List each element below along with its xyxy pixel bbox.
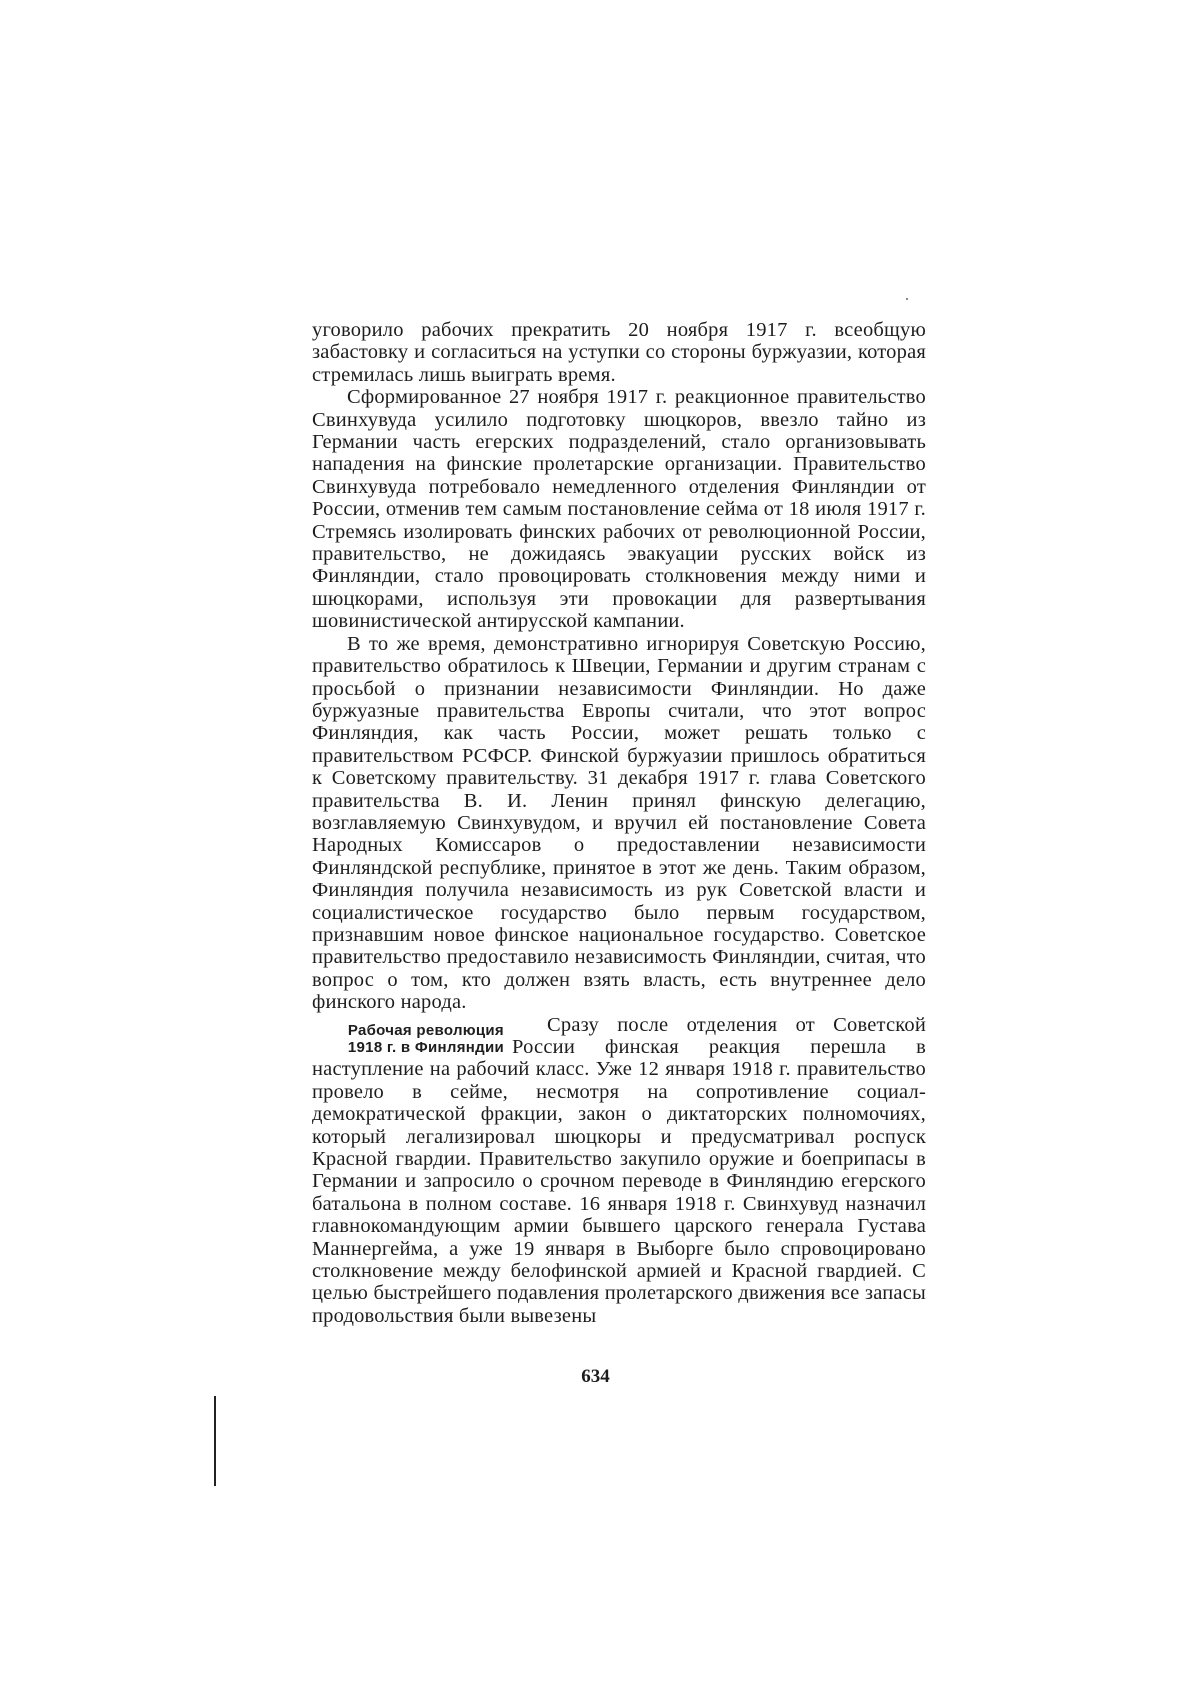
paragraph-3: В то же время, демонстративно игнорируя Советскую Россию, правительство обратилось к Швеции, Германии и другим странам с просьбой о признании независимости Финляндии. Но даже буржуазные правительства Европы считали, что этот вопрос Финляндия, как часть России, может решать только с правительством РСФСР. Финской буржуазии пришлось обратиться к Советскому правительству. 31 декабря 1917 г. глава Советского правительства В. И. Ленин принял финскую делегацию, возглавляемую Свинхувудом, и вручил ей постановление Совета Народных Комиссаров о предоставлении независимости Финляндской республике, принятое в этот же день. Таким образом, Финляндия получила независимость из рук Советской власти и социалистическое государство было первым государством, признавшим новое финское национальное государство. Советское правительство предоставило независимость Финляндии, считая, что вопрос о том, кто должен взять власть, есть внутреннее дело финского народа. bbox=[312, 632, 926, 1014]
paragraph-1: уговорило рабочих прекратить 20 ноября 1917 г. всеобщую забастовку и согласиться на уступки со стороны буржуазии, которая стремилась лишь выиграть время. bbox=[312, 319, 926, 386]
page-number: 634 bbox=[581, 1366, 610, 1387]
side-heading-line-2: 1918 г. в Финляндии bbox=[347, 1038, 504, 1056]
page-body-text bbox=[312, 319, 926, 1327]
side-heading-line-1: Рабочая революция bbox=[347, 1021, 504, 1039]
scan-speck bbox=[906, 298, 908, 300]
paragraph-2: Сформированное 27 ноября 1917 г. реакционное правительство Свинхувуда усилило подготовку шюцкоров, ввезло тайно из Германии часть егерских подразделений, стало организовывать нападения на финские пролетарские организации. Правительство Свинхувуда потребовало немедленного отделения Финляндии от России, отменив тем самым постановление сейма от 18 июля 1917 г. Стремясь изолировать финских рабочих от революционной России, правительство, не дожидаясь эвакуации русских войск из Финляндии, стало провоцировать столкновения между ними и шюцкорами, используя эти провокации для развертывания шовинистической антирусской кампании. bbox=[312, 386, 926, 633]
paragraph-4: Сразу после отделения от Советской России финская реакция перешла в наступление на рабочий класс. Уже 12 января 1918 г. правительство провело в сейме, несмотря на сопротивление социал-демократической фракции, закон о диктаторских полномочиях, который легализировал шюцкоры и предусматривал роспуск Красной гвардии. Правительство закупило оружие и боеприпасы в Германии и запросило о срочном переводе в Финляндию егерского батальона в полном составе. 16 января 1918 г. Свинхувуд назначил главнокомандующим армии бывшего царского генерала Густава Маннергейма, а уже 19 января в Выборге было спровоцировано столкновение между белофинской армией и Красной гвардией. С целью быстрейшего подавления пролетарского движения все запасы продовольствия были вывезены bbox=[312, 1013, 926, 1327]
section-side-heading bbox=[308, 1022, 504, 1056]
margin-line-mark bbox=[214, 1396, 216, 1486]
